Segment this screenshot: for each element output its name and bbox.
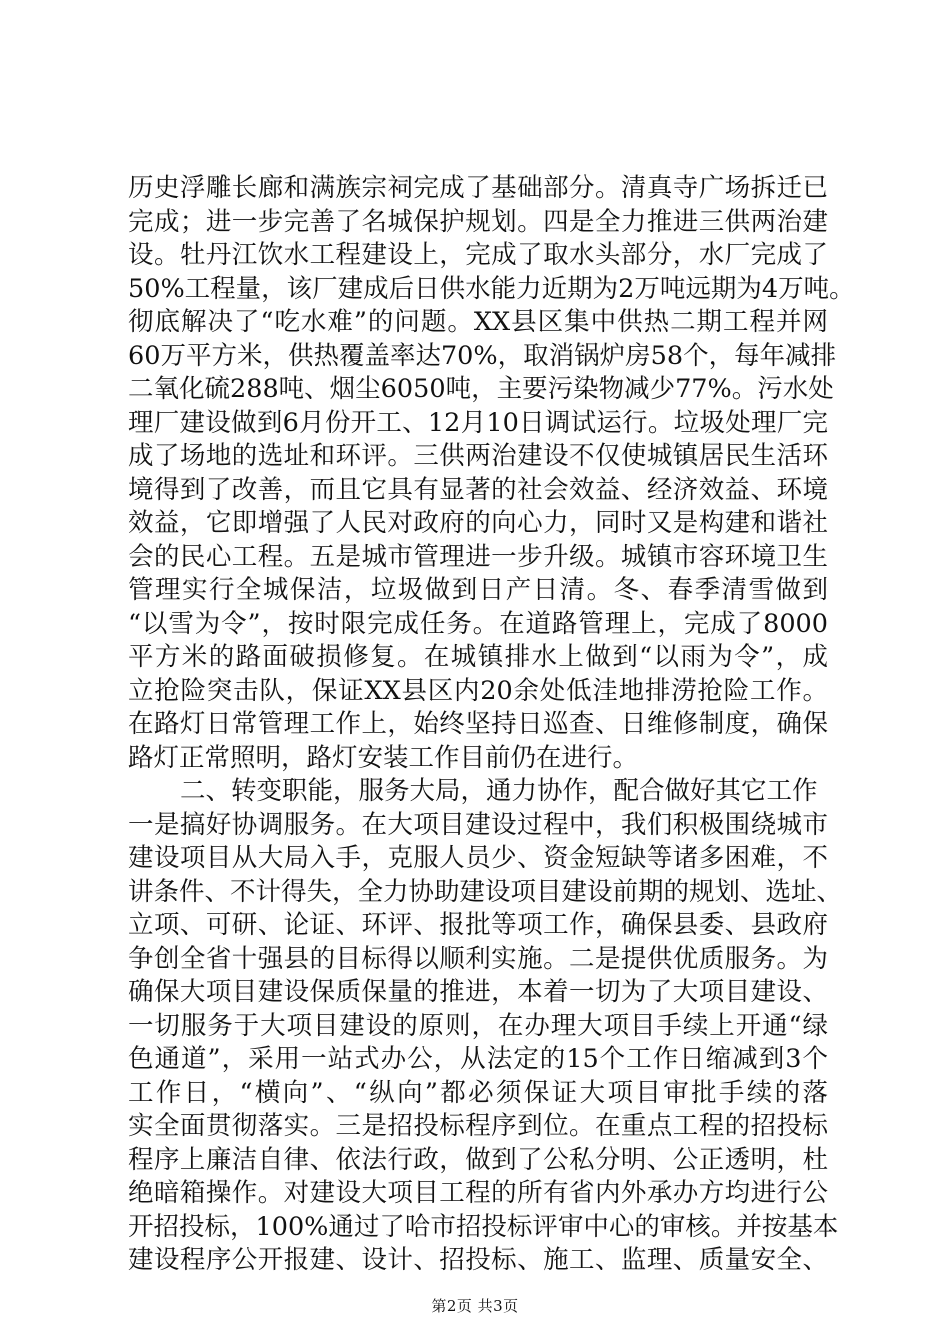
text-line: 一是搞好协调服务。在大项目建设过程中，我们积极围绕城市 [128,809,828,840]
text-line: 二氧化硫288吨、烟尘6050吨，主要污染物减少77%。污水处 [128,374,834,404]
text-line: 色通道”，采用一站式办公，从法定的15个工作日缩减到3个 [128,1044,828,1074]
text-line: 争创全省十强县的目标得以顺利实施。二是提供优质服务。为 [128,943,828,974]
text-line: 平方米的路面破损修复。在城镇排水上做到“以雨为令”，成 [128,642,828,672]
text-line: 讲条件、不计得失，全力协助建设项目建设前期的规划、选址、 [128,876,843,907]
text-line: 完成；进一步完善了名城保护规划。四是全力推进三供两治建 [128,206,828,237]
text-line: 程序上廉洁自律、依法行政，做到了公私分明、公正透明，杜 [128,1144,828,1175]
text-line: 在路灯日常管理工作上，始终坚持日巡查、日维修制度，确保 [128,709,828,739]
text-line: 设。牡丹江饮水工程建设上，完成了取水头部分，水厂完成了 [128,240,828,270]
section-heading: 二、转变职能，服务大局，通力协作，配合做好其它工作 [180,776,818,806]
text-line: 确保大项目建设保质保量的推进，本着一切为了大项目建设、 [128,977,828,1007]
text-line: “以雪为令”，按时限完成任务。在道路管理上，完成了8000 [128,608,828,639]
page-number-footer: 第2页 共3页 [431,1297,519,1315]
text-line: 建设程序公开报建、设计、招投标、施工、监理、质量安全、 [128,1245,828,1275]
text-line: 50%工程量，该厂建成后日供水能力近期为2万吨远期为4万吨。 [128,273,855,304]
text-line: 管理实行全城保洁，垃圾做到日产日清。冬、春季清雪做到 [128,575,828,605]
text-line: 工作日，“横向”、“纵向”都必须保证大项目审批手续的落 [128,1077,828,1108]
text-line: 建设项目从大局入手，克服人员少、资金短缺等诸多困难，不 [128,843,828,873]
text-line: 历史浮雕长廊和满族宗祠完成了基础部分。清真寺广场拆迁已 [128,173,828,203]
text-line: 境得到了改善，而且它具有显著的社会效益、经济效益、环境 [128,474,828,505]
text-line: 效益，它即增强了人民对政府的向心力，同时又是构建和谐社 [128,508,828,538]
paragraph-end-line: 路灯正常照明，路灯安装工作目前仍在进行。 [128,742,639,773]
text-line: 60万平方米，供热覆盖率达70%，取消锅炉房58个，每年减排 [128,340,837,371]
text-line: 会的民心工程。五是城市管理进一步升级。城镇市容环境卫生 [128,541,828,572]
text-line: 开招投标，100%通过了哈市招投标评审中心的审核。并按基本 [128,1211,839,1242]
text-line: 理厂建设做到6月份开工、12月10日调试运行。垃圾处理厂完 [128,407,828,438]
text-line: 一切服务于大项目建设的原则，在办理大项目手续上开通“绿 [128,1010,828,1041]
body-text [128,172,855,1278]
text-line: 成了场地的选址和环评。三供两治建设不仅使城镇居民生活环 [128,441,828,471]
text-line: 立项、可研、论证、环评、报批等项工作，确保县委、县政府 [128,910,828,940]
text-line: 实全面贯彻落实。三是招投标程序到位。在重点工程的招投标 [128,1111,828,1141]
text-line: 绝暗箱操作。对建设大项目工程的所有省内外承办方均进行公 [128,1178,828,1208]
text-line: 立抢险突击队，保证XX县区内20余处低洼地排涝抢险工作。 [128,675,828,706]
text-line: 彻底解决了“吃水难”的问题。XX县区集中供热二期工程并网 [128,307,828,337]
